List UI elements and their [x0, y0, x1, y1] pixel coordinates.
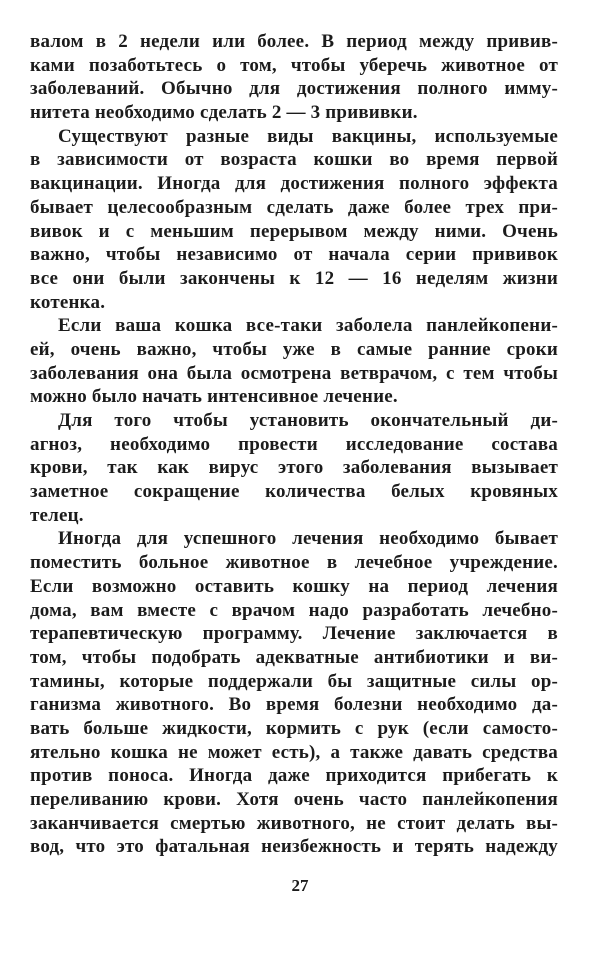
- text-line: заболеваний. Обычно для достижения полного имму-: [30, 78, 558, 100]
- text-line: можно было начать интенсивное лечение.: [30, 386, 398, 408]
- paragraph: [30, 30, 558, 125]
- text-line: тамины, которые поддержали бы защитные силы ор-: [30, 670, 558, 692]
- text-line: ками позаботьтесь о том, чтобы уберечь животное от: [30, 54, 558, 76]
- page-body-text: [30, 30, 558, 859]
- text-line: Иногда для успешного лечения необходимо бывает: [58, 528, 558, 550]
- page-number: 27: [291, 876, 309, 895]
- text-line: Для того чтобы установить окончательный ди-: [58, 410, 558, 431]
- text-line: заболевания она была осмотрена ветврачом, с тем чтобы: [30, 362, 558, 384]
- text-line: ганизма животного. Во время болезни необходимо да-: [30, 694, 558, 716]
- text-line: дома, вам вместе с врачом надо разработать лечебно-: [30, 599, 558, 621]
- text-line: бывает целесообразным сделать даже более трех при-: [30, 196, 558, 218]
- text-line: терапевтическую программу. Лечение заключается в: [30, 623, 558, 645]
- paragraph: [30, 409, 558, 527]
- text-line: в зависимости от возраста кошки во время первой: [30, 149, 558, 171]
- text-line: Если ваша кошка все-таки заболела панлейкопени-: [58, 315, 558, 337]
- paragraph: [30, 125, 558, 315]
- text-line: вать больше жидкости, кормить с рук (если самосто-: [30, 717, 558, 739]
- text-line: поместить больное животное в лечебное учреждение.: [30, 552, 558, 574]
- text-line: Существуют разные виды вакцины, используемые: [58, 125, 558, 147]
- text-line: вивок и с меньшим перерывом между ними. Очень: [30, 220, 558, 242]
- text-line: агноз, необходимо провести исследование состава: [30, 433, 558, 455]
- paragraph: [30, 314, 558, 409]
- text-line: валом в 2 недели или более. В период между привив-: [30, 31, 558, 52]
- text-line: том, чтобы подобрать адекватные антибиотики и ви-: [30, 646, 558, 668]
- text-line: крови, так как вирус этого заболевания вызывает: [30, 457, 558, 479]
- text-line: важно, чтобы независимо от начала серии прививок: [30, 244, 558, 266]
- text-line: нитета необходимо сделать 2 — 3 прививки.: [30, 102, 418, 124]
- text-line: заметное сокращение количества белых кровяных: [30, 481, 558, 503]
- paragraph: [30, 527, 558, 859]
- text-line: Если возможно оставить кошку на период лечения: [30, 575, 558, 597]
- text-line: все они были закончены к 12 — 16 неделям жизни: [30, 267, 558, 289]
- text-line: вод, что это фатальная неизбежность и терять надежду: [30, 836, 558, 858]
- text-line: переливанию крови. Хотя очень часто панлейкопения: [30, 789, 558, 810]
- text-line: против поноса. Иногда даже приходится прибегать к: [30, 765, 558, 787]
- text-line: вакцинации. Иногда для достижения полного эффекта: [30, 173, 558, 195]
- text-line: телец.: [30, 504, 84, 526]
- text-line: ей, очень важно, чтобы уже в самые ранние сроки: [30, 338, 558, 360]
- text-line: котенка.: [30, 291, 106, 313]
- text-line: ятельно кошка не может есть), а также давать средства: [30, 741, 558, 763]
- text-line: заканчивается смертью животного, не стоит делать вы-: [30, 812, 558, 834]
